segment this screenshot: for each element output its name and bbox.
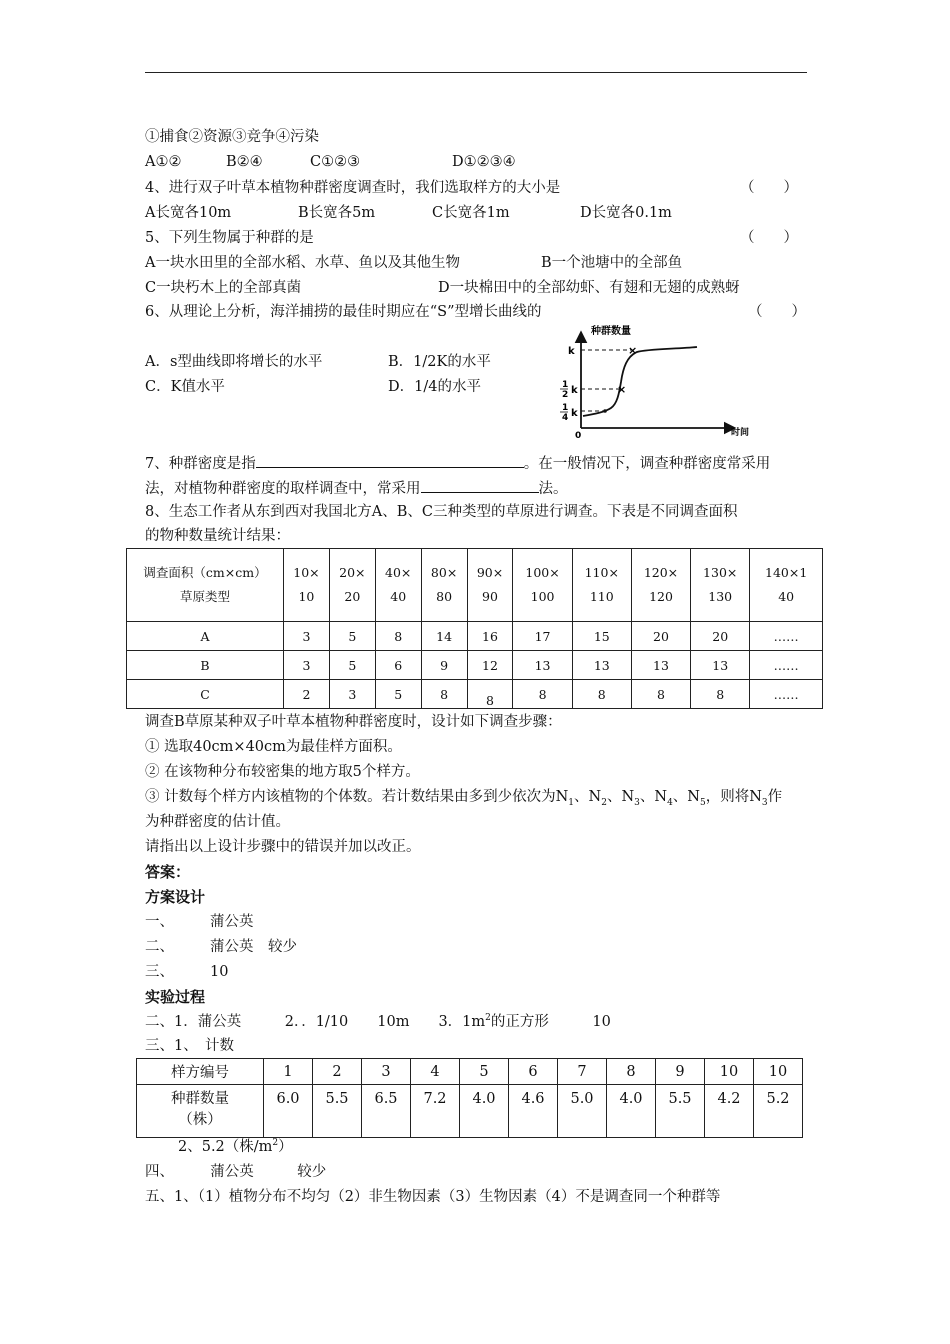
x-axis-label: 时间 <box>731 428 750 438</box>
q6-answer-paren: （ ） <box>748 304 806 320</box>
table-cell: 20 <box>631 622 690 651</box>
table-cell: 5.2 <box>754 1085 803 1138</box>
tick-half-denominator: 2 <box>562 390 569 400</box>
result-density: 2、5.2（株$/m^2$） <box>178 1138 293 1155</box>
plan3-text: 10 <box>210 964 229 980</box>
table-cell: 8 <box>691 680 750 709</box>
table-cell: 9 <box>656 1059 705 1085</box>
q6-option-c: C．K值水平 <box>145 379 225 395</box>
table-row <box>137 1085 803 1138</box>
q8-line1: 8、生态工作者从东到西对我国北方A、B、C三种类型的草原进行调查。下表是不同调查面积 <box>145 504 738 520</box>
q7-line2 <box>145 477 568 499</box>
quarter-k-point <box>603 409 607 413</box>
table-cell: 3 <box>362 1059 411 1085</box>
table-cell: 15 <box>572 622 631 651</box>
q8-step3-cont: 为种群密度的估计值。 <box>145 814 290 830</box>
table-cell: 5.5 <box>313 1085 362 1138</box>
process-step2: 二、1．蒲公英 2．．1/10 10m 3．$1m^2$的正方形 10 <box>145 1013 611 1030</box>
answer-title: 答案： <box>145 863 191 881</box>
table-cell: 8 <box>631 680 690 709</box>
q7-blank-method <box>770 453 772 468</box>
header-area-label: 调查面积（cm×cm） <box>143 565 267 580</box>
q4-option-a: A长宽各10m <box>145 205 232 221</box>
table-cell: 8 <box>467 680 513 709</box>
table-cell: 5 <box>460 1059 509 1085</box>
table-cell: 3 <box>329 680 375 709</box>
table-cell: 4.0 <box>460 1085 509 1138</box>
q6-stem: 6、从理论上分析，海洋捕捞的最佳时期应在“S”型增长曲线的 <box>145 304 542 320</box>
area-col-6: 100× 100 <box>513 549 572 622</box>
answer-four: 四、 蒲公英 较少 <box>145 1164 327 1180</box>
area-col-10: 140×1 40 <box>750 549 823 622</box>
q6-option-b: B．1/2K的水平 <box>388 354 491 370</box>
table-cell: …… <box>750 651 823 680</box>
table-cell: 5 <box>375 680 421 709</box>
area-col-1: 10× 10 <box>284 549 330 622</box>
process-title: 实验过程 <box>145 988 206 1006</box>
table-cell: 10 <box>754 1059 803 1085</box>
table-cell: 13 <box>631 651 690 680</box>
grassland-species-table <box>126 548 823 709</box>
area-col-5: 90× 90 <box>467 549 513 622</box>
q8-line2: 的物种数量统计结果： <box>145 528 290 544</box>
q8-step3: ③ 计数每个样方内该植物的个体数。若计数结果由多到少依次为$N_1$、$N_2$、$N_3$、$N_4$、$N_5$，则将$N_3$作 <box>145 789 783 808</box>
origin-label: 0 <box>575 431 582 440</box>
table-cell: 5 <box>329 622 375 651</box>
table-header-row <box>127 549 823 622</box>
table-cell: 8 <box>421 680 467 709</box>
q5-option-c: C一块朽木上的全部真菌 <box>145 280 302 296</box>
plan-title: 方案设计 <box>145 888 206 906</box>
q3-items: ①捕食②资源③竞争④污染 <box>145 129 319 145</box>
plan1-num: 一、 <box>145 914 174 930</box>
q5-answer-paren: （ ） <box>740 230 798 246</box>
tick-half-numerator: 1 <box>562 380 569 390</box>
row-type: A <box>127 622 284 651</box>
q7-part3: 法，对植物种群密度的取样调查中，常采用 <box>145 481 421 497</box>
quadrat-count-table <box>136 1058 803 1138</box>
q8-step1: ① 选取40cm×40cm为最佳样方面积。 <box>145 739 402 755</box>
process-step3: 三、1、 计数 <box>145 1038 234 1054</box>
tick-half-k: k <box>571 385 578 396</box>
quadrat-number-header: 样方编号 <box>137 1059 264 1085</box>
table-cell: 3 <box>284 622 330 651</box>
q5-option-b: B一个池塘中的全部鱼 <box>541 255 683 271</box>
table-cell: 5 <box>329 651 375 680</box>
row-type: B <box>127 651 284 680</box>
k-point-mark: × <box>628 344 638 357</box>
header-type-label: 草原类型 <box>179 589 230 604</box>
table-cell: 14 <box>421 622 467 651</box>
table-cell: 8 <box>572 680 631 709</box>
tick-quarter-numerator: 1 <box>562 403 569 413</box>
table-cell: 4.0 <box>607 1085 656 1138</box>
q8-after-table: 调查B草原某种双子叶草本植物种群密度时，设计如下调查步骤： <box>145 714 562 730</box>
header-rule <box>145 72 807 73</box>
q7-part2: 。在一般情况下，调查种群密度常采用 <box>523 456 771 472</box>
table-cell: 16 <box>467 622 513 651</box>
q7-blank-plant-method <box>421 477 539 493</box>
row-type: C <box>127 680 284 709</box>
table-cell: 6.0 <box>264 1085 313 1138</box>
table-cell: 8 <box>513 680 572 709</box>
table-cell: 20 <box>691 622 750 651</box>
table-cell: 9 <box>421 651 467 680</box>
table-row <box>127 680 823 709</box>
table-cell: 2 <box>313 1059 362 1085</box>
q3-option-a: A①② <box>145 154 182 170</box>
table-cell: 7.2 <box>411 1085 460 1138</box>
q3-option-c: C①②③ <box>310 154 361 170</box>
table-cell: 12 <box>467 651 513 680</box>
q5-stem: 5、下列生物属于种群的是 <box>145 230 314 246</box>
tick-quarter-k: k <box>571 408 578 419</box>
table-cell: 2 <box>284 680 330 709</box>
q4-option-d: D长宽各0.1m <box>580 205 672 221</box>
table-cell: 8 <box>607 1059 656 1085</box>
table-cell: 13 <box>572 651 631 680</box>
table-cell: 4.6 <box>509 1085 558 1138</box>
table-cell: …… <box>750 622 823 651</box>
table-cell: 6 <box>509 1059 558 1085</box>
table-cell: 1 <box>264 1059 313 1085</box>
half-k-point-mark: × <box>617 383 627 396</box>
answer-five: 五、1、（1）植物分布不均匀（2）非生物因素（3）生物因素（4）不是调查同一个种群等 <box>145 1189 721 1205</box>
q4-option-c: C长宽各1m <box>432 205 510 221</box>
plan2-num: 二、 <box>145 939 174 955</box>
q3-option-b: B②④ <box>226 154 263 170</box>
q4-option-b: B长宽各5m <box>298 205 376 221</box>
area-col-2: 20× 20 <box>329 549 375 622</box>
q6-option-a: A．s型曲线即将增长的水平 <box>145 354 323 370</box>
area-col-8: 120× 120 <box>631 549 690 622</box>
table-cell: 6 <box>375 651 421 680</box>
area-col-9: 130× 130 <box>691 549 750 622</box>
table-cell: …… <box>750 680 823 709</box>
header-corner <box>127 549 284 622</box>
table-row <box>137 1059 803 1085</box>
q4-answer-paren: （ ） <box>740 180 798 196</box>
plan3-num: 三、 <box>145 964 174 980</box>
s-curve <box>583 347 697 416</box>
q6-option-d: D．1/4的水平 <box>388 379 481 395</box>
table-cell: 8 <box>375 622 421 651</box>
table-row <box>127 651 823 680</box>
tick-k: k <box>568 346 575 357</box>
table-row <box>127 622 823 651</box>
table-cell: 5.0 <box>558 1085 607 1138</box>
table-cell: 10 <box>705 1059 754 1085</box>
tick-quarter-denominator: 4 <box>562 413 569 423</box>
q5-option-a: A一块水田里的全部水稻、水草、鱼以及其他生物 <box>145 255 460 271</box>
plan1-text: 蒲公英 <box>210 914 254 930</box>
q4-stem: 4、进行双子叶草本植物种群密度调查时，我们选取样方的大小是 <box>145 180 561 196</box>
table-cell: 3 <box>284 651 330 680</box>
area-col-4: 80× 80 <box>421 549 467 622</box>
table-cell: 4.2 <box>705 1085 754 1138</box>
table-cell: 6.5 <box>362 1085 411 1138</box>
q8-ask: 请指出以上设计步骤中的错误并加以改正。 <box>145 839 421 855</box>
plan2-text: 蒲公英 较少 <box>210 939 297 955</box>
area-col-3: 40× 40 <box>375 549 421 622</box>
table-cell: 13 <box>513 651 572 680</box>
q7-part4: 法。 <box>538 481 568 497</box>
q7-blank-definition <box>256 452 524 468</box>
table-cell: 13 <box>691 651 750 680</box>
s-curve-chart <box>555 322 750 440</box>
table-cell: 4 <box>411 1059 460 1085</box>
table-cell: 5.5 <box>656 1085 705 1138</box>
area-col-7: 110× 110 <box>572 549 631 622</box>
q5-option-d: D一块棉田中的全部幼虾、有翅和无翅的成熟蚜 <box>438 280 740 296</box>
q8-step2: ② 在该物种分布较密集的地方取5个样方。 <box>145 764 420 780</box>
q7-part1: 7、种群密度是指 <box>145 456 256 472</box>
table-cell: 7 <box>558 1059 607 1085</box>
y-axis-label: 种群数量 <box>591 326 631 337</box>
table-cell: 17 <box>513 622 572 651</box>
q3-option-d: D①②③④ <box>452 154 516 170</box>
population-count-header: 种群数量 （株） <box>137 1085 264 1138</box>
q7-line1 <box>145 452 772 474</box>
